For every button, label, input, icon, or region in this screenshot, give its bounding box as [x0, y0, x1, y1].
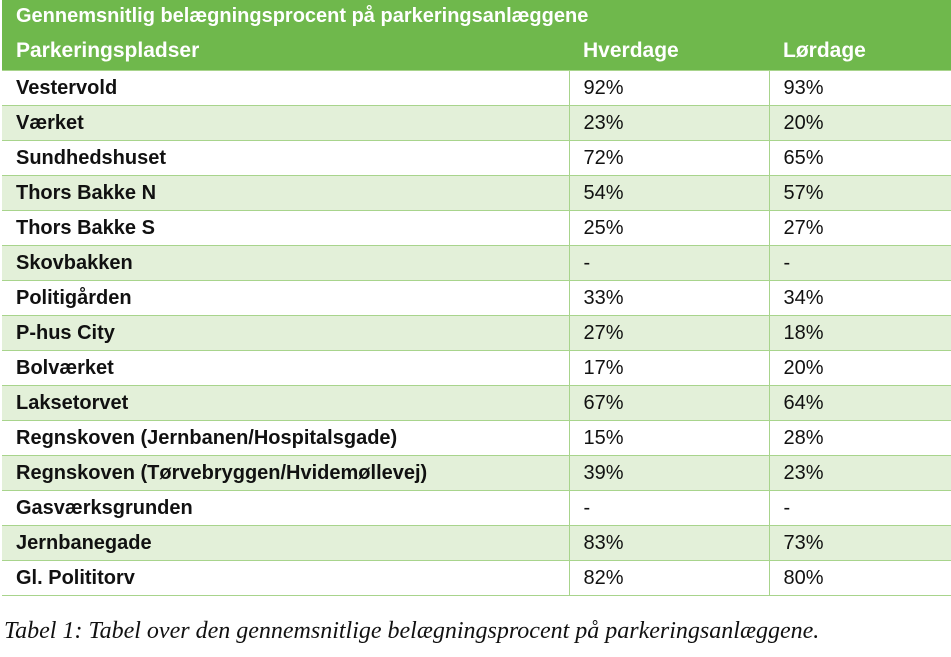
table-row [2, 71, 951, 106]
table-row [2, 106, 951, 141]
cell-weekday-value: 33% [569, 281, 769, 316]
cell-parking-name: Thors Bakke N [2, 176, 569, 211]
cell-saturday-value: 28% [769, 421, 951, 456]
cell-saturday-value: 93% [769, 71, 951, 106]
cell-weekday-value: - [569, 491, 769, 526]
cell-parking-name: Gasværksgrunden [2, 491, 569, 526]
cell-parking-name: Bolværket [2, 351, 569, 386]
cell-parking-name: Thors Bakke S [2, 211, 569, 246]
cell-weekday-value: 25% [569, 211, 769, 246]
cell-saturday-value: 23% [769, 456, 951, 491]
table-row [2, 246, 951, 281]
cell-parking-name: Vestervold [2, 71, 569, 106]
table-title: Gennemsnitlig belægningsprocent på parkeringsanlæggene [2, 0, 951, 32]
cell-parking-name: P-hus City [2, 316, 569, 351]
header-row [2, 32, 951, 71]
cell-saturday-value: 57% [769, 176, 951, 211]
cell-parking-name: Værket [2, 106, 569, 141]
header-saturdays: Lørdage [769, 32, 951, 71]
cell-parking-name: Jernbanegade [2, 526, 569, 561]
table-row [2, 316, 951, 351]
table-row [2, 211, 951, 246]
cell-parking-name: Politigården [2, 281, 569, 316]
cell-parking-name: Gl. Polititorv [2, 561, 569, 596]
table-row [2, 526, 951, 561]
cell-weekday-value: 39% [569, 456, 769, 491]
table-row [2, 281, 951, 316]
cell-saturday-value: - [769, 491, 951, 526]
table-row [2, 141, 951, 176]
table-caption: Tabel 1: Tabel over den gennemsnitlige belægningsprocent på parkeringsanlæggene. [4, 618, 820, 644]
cell-saturday-value: 65% [769, 141, 951, 176]
header-parking: Parkeringspladser [2, 32, 569, 71]
occupancy-table [2, 0, 951, 596]
cell-saturday-value: 64% [769, 386, 951, 421]
table-row [2, 176, 951, 211]
cell-weekday-value: 92% [569, 71, 769, 106]
table-row [2, 491, 951, 526]
cell-weekday-value: 17% [569, 351, 769, 386]
cell-saturday-value: 80% [769, 561, 951, 596]
cell-weekday-value: 23% [569, 106, 769, 141]
cell-parking-name: Laksetorvet [2, 386, 569, 421]
cell-saturday-value: 18% [769, 316, 951, 351]
cell-saturday-value: 73% [769, 526, 951, 561]
cell-weekday-value: 82% [569, 561, 769, 596]
cell-saturday-value: 27% [769, 211, 951, 246]
cell-weekday-value: 67% [569, 386, 769, 421]
cell-saturday-value: - [769, 246, 951, 281]
cell-weekday-value: - [569, 246, 769, 281]
header-weekdays: Hverdage [569, 32, 769, 71]
cell-saturday-value: 20% [769, 106, 951, 141]
cell-parking-name: Sundhedshuset [2, 141, 569, 176]
cell-parking-name: Skovbakken [2, 246, 569, 281]
cell-weekday-value: 72% [569, 141, 769, 176]
table-row [2, 421, 951, 456]
table-body [2, 71, 951, 596]
table-row [2, 561, 951, 596]
cell-parking-name: Regnskoven (Tørvebryggen/Hvidemøllevej) [2, 456, 569, 491]
table-row [2, 351, 951, 386]
cell-weekday-value: 54% [569, 176, 769, 211]
table-row [2, 386, 951, 421]
table-row [2, 456, 951, 491]
cell-saturday-value: 34% [769, 281, 951, 316]
cell-parking-name: Regnskoven (Jernbanen/Hospitalsgade) [2, 421, 569, 456]
cell-weekday-value: 27% [569, 316, 769, 351]
cell-saturday-value: 20% [769, 351, 951, 386]
cell-weekday-value: 83% [569, 526, 769, 561]
cell-weekday-value: 15% [569, 421, 769, 456]
occupancy-grid [2, 32, 951, 596]
